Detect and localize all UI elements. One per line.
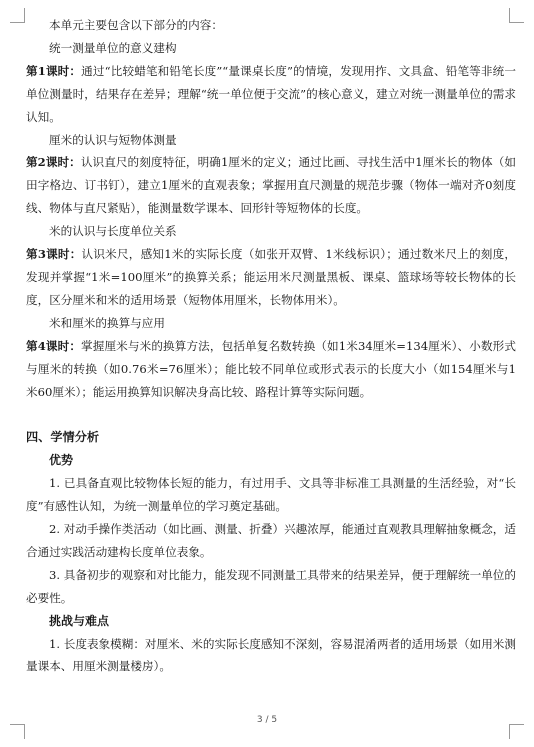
lesson-text-2: 认识直尺的刻度特征，明确1厘米的定义；通过比画、寻找生活中1厘米长的物体（如田字格边、订书钉），建立1厘米的直观表象；掌握用直尺测量的规范步骤（物体一端对齐0刻度线、物体与直尺紧贴），能测量数学课本、回形针等短物体的长度。 — [26, 155, 516, 216]
crop-mark-top-left — [10, 8, 25, 23]
part-title-3: 米的认识与长度单位关系 — [49, 224, 177, 239]
lesson-paragraph-1 — [26, 60, 516, 129]
part-title-1: 统一测量单位的意义建构 — [49, 40, 177, 55]
lesson-label-2: 第2课时： — [26, 155, 81, 170]
page-number: 3 / 5 — [256, 715, 278, 725]
lesson-label-1: 第1课时： — [26, 63, 82, 78]
section-heading: 四、学情分析 — [26, 430, 100, 445]
lesson-text-1: 通过“比较蜡笔和铅笔长度”“量课桌长度”的情境，发现用拃、文具盒、铅笔等非统一单位测量时，结果存在差异；理解“统一单位便于交流”的核心意义，建立对统一测量单位的需求认知。 — [26, 63, 516, 124]
challenge-item-1: 1. 长度表象模糊：对厘米、米的实际长度感知不深刻，容易混淆两者的适用场景（如用米测量课本、用厘米测量楼房）。 — [26, 636, 516, 674]
strength-item-3: 3. 具备初步的观察和对比能力，能发现不同测量工具带来的结果差异，便于理解统一单位的必要性。 — [26, 567, 516, 605]
part-title-2: 厘米的认识与短物体测量 — [49, 132, 177, 147]
lesson-text-4: 掌握厘米与米的换算方法，包括单复名数转换（如1米34厘米=134厘米）、小数形式与厘米的转换（如0.76米=76厘米）；能比较不同单位或形式表示的长度大小（如154厘米与1米60厘米）；能运用换算知识解决身高比较、路程计算等实际问题。 — [26, 338, 516, 399]
section-spacer — [26, 403, 516, 426]
document-body — [26, 14, 516, 678]
strength-item-1: 1. 已具备直观比较物体长短的能力，有过用手、文具等非标准工具测量的生活经验，对“长度”有感性认知，为统一测量单位的学习奠定基础。 — [26, 476, 516, 514]
crop-mark-bottom-left — [10, 724, 25, 739]
challenges-title: 挑战与难点 — [49, 613, 110, 628]
lesson-label-3: 第3课时： — [26, 247, 82, 262]
lesson-paragraph-4 — [26, 335, 516, 404]
lesson-paragraph-2 — [26, 151, 516, 220]
intro-paragraph: 本单元主要包含以下部分的内容： — [49, 18, 223, 32]
lesson-label-4: 第4课时： — [26, 338, 82, 353]
part-title-4: 米和厘米的换算与应用 — [49, 315, 165, 330]
crop-mark-bottom-right — [509, 724, 524, 739]
lesson-paragraph-3 — [26, 243, 516, 312]
lesson-text-3: 认识米尺，感知1米的实际长度（如张开双臂、1米线标识）；通过数米尺上的刻度，发现并掌握“1米=100厘米”的换算关系；能运用米尺测量黑板、课桌、篮球场等较长物体的长度，区分厘米和米的适用场景（短物体用厘米，长物体用米）。 — [26, 247, 516, 307]
strength-item-2: 2. 对动手操作类活动（如比画、测量、折叠）兴趣浓厚，能通过直观教具理解抽象概念，适合通过实践活动建构长度单位表象。 — [26, 522, 516, 559]
strengths-title: 优势 — [49, 453, 74, 468]
